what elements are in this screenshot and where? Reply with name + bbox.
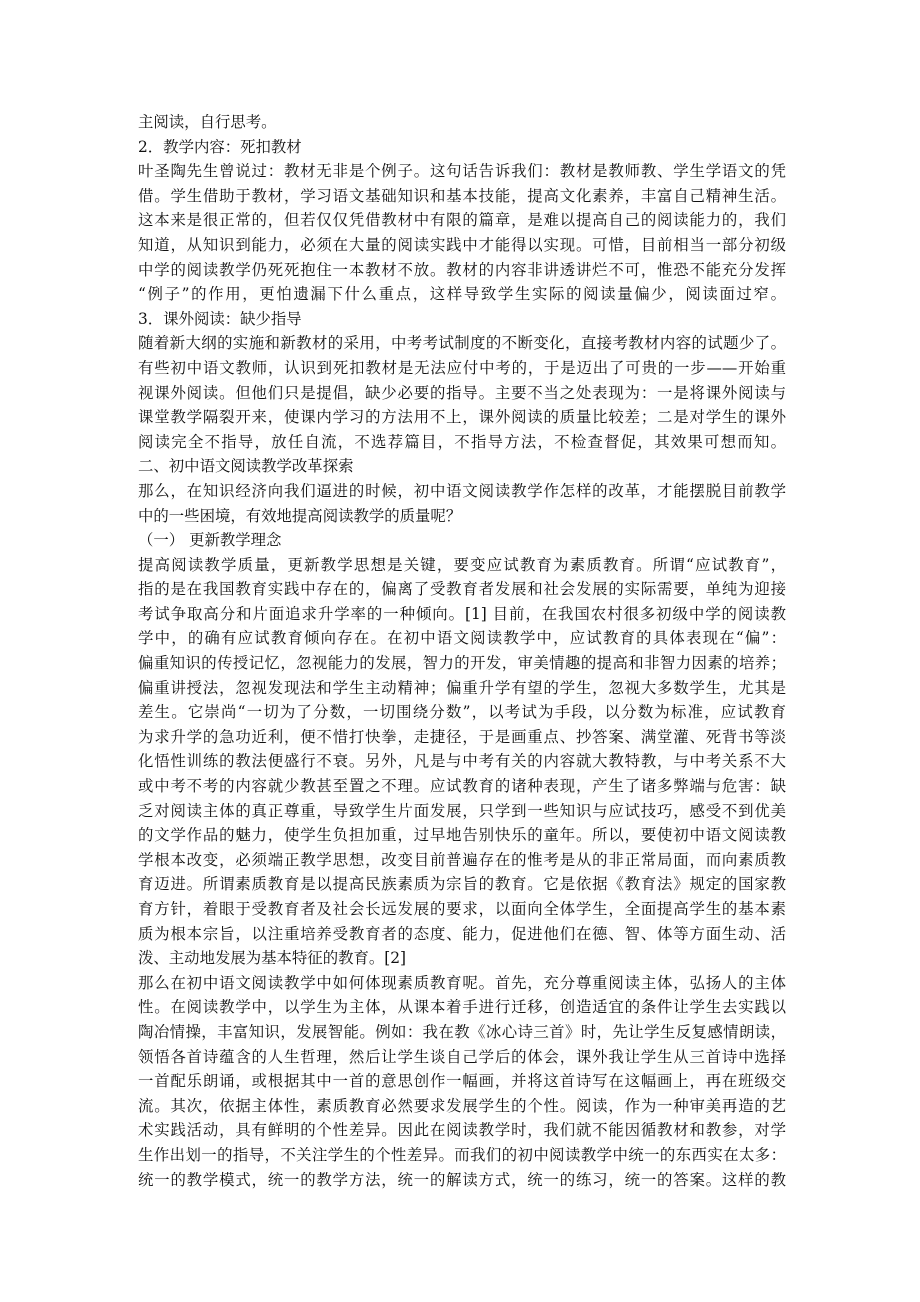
text-line: 差生。它崇尚“一切为了分数，一切围绕分数”，以考试为手段，以分数为标准，应试教育 [138, 703, 786, 722]
text-line: 泼、主动地发展为基本特征的教育。[2] [138, 949, 407, 968]
text-line: 叶圣陶先生曾说过：教材无非是个例子。这句话告诉我们：教材是教师教、学生学语文的凭 [138, 162, 786, 181]
text-line: 或中考不考的内容就少教甚至置之不理。应试教育的诸种表现，产生了诸多弊端与危害：缺 [138, 777, 786, 796]
text-line: 学中，的确有应试教育倾向存在。在初中语文阅读教学中，应试教育的具体表现在“偏”： [138, 629, 786, 648]
text-line: 生作出划一的指导，不关注学生的个性差异。而我们的初中阅读教学中统一的东西实在太多： [138, 1145, 786, 1164]
text-line: 随着新大纲的实施和新教材的采用，中考考试制度的不断变化，直接考教材内容的试题少了。 [138, 334, 786, 353]
text-line: 育方针，着眼于受教育者及社会长远发展的要求，以面向全体学生，全面提高学生的基本素 [138, 900, 786, 918]
text-line: 课堂教学隔裂开来，使课内学习的方法用不上，课外阅读的质量比较差；二是对学生的课外 [138, 408, 786, 427]
text-line: 质为根本宗旨，以注重培养受教育者的态度、能力，促进他们在德、智、体等方面生动、活 [138, 924, 786, 943]
text-line: “例子”的作用，更怕遗漏下什么重点，这样导致学生实际的阅读量偏少，阅读面过窄。 [138, 285, 786, 304]
text-line: 借。学生借助于教材，学习语文基础知识和基本技能，提高文化素养，丰富自己精神生活。 [138, 186, 786, 205]
text-line: 考试争取高分和片面追求升学率的一种倾向。[1] 目前，在我国农村很多初级中学的阅读教 [138, 604, 786, 623]
text-line: 中的一些困境，有效地提高阅读教学的质量呢？ [138, 506, 462, 525]
document-body [138, 110, 786, 1192]
text-line: 陶冶情操，丰富知识，发展智能。例如：我在教《冰心诗三首》时，先让学生反复感情朗读， [138, 1022, 786, 1041]
text-line: 术实践活动，具有鲜明的个性差异。因此在阅读教学时，我们就不能因循教材和教参，对学 [138, 1121, 786, 1140]
text-line: 一首配乐朗诵，或根据其中一首的意思创作一幅画，并将这首诗写在这幅画上，再在班级交 [138, 1072, 786, 1091]
text-line: 育迈进。所谓素质教育是以提高民族素质为宗旨的教育。它是依据《教育法》规定的国家教 [138, 875, 786, 894]
text-line: 化悟性训练的教法便盛行不衰。另外，凡是与中考有关的内容就大教特教，与中考关系不大 [138, 752, 786, 771]
text-line: 偏重知识的传授记忆，忽视能力的发展，智力的开发，审美情趣的提高和非智力因素的培养； [138, 654, 786, 673]
text-line: 有些初中语文教师，认识到死扣教材是无法应付中考的，于是迈出了可贵的一步——开始重 [138, 358, 786, 377]
text-line: 领悟各首诗蕴含的人生哲理，然后让学生谈自己学后的体会，课外我让学生从三首诗中选择 [138, 1047, 786, 1066]
text-line: 这本来是很正常的，但若仅仅凭借教材中有限的篇章，是难以提高自己的阅读能力的，我们 [138, 211, 786, 230]
text-line: 中学的阅读教学仍死死抱住一本教材不放。教材的内容非讲透讲烂不可，惟恐不能充分发挥 [138, 260, 786, 279]
text-line: 主阅读，自行思考。 [138, 113, 277, 131]
text-line: （一） 更新教学理念 [138, 531, 282, 550]
text-line: 阅读完全不指导，放任自流，不选荐篇目，不指导方法，不检查督促，其效果可想而知。 [138, 432, 786, 451]
text-line: 为求升学的急功近利，便不惜打快拳，走捷径，于是画重点、抄答案、满堂灌、死背书等淡 [138, 727, 786, 746]
text-line: 2．教学内容：死扣教材 [138, 137, 302, 156]
text-line: 乏对阅读主体的真正尊重，导致学生片面发展，只学到一些知识与应试技巧，感受不到优美 [138, 801, 786, 820]
text-line: 那么在初中语文阅读教学中如何体现素质教育呢。首先，充分尊重阅读主体，弘扬人的主体 [138, 973, 786, 992]
text-line: 流。其次，依据主体性，素质教育必然要求发展学生的个性。阅读，作为一种审美再造的艺 [138, 1096, 786, 1115]
text-line: 的文学作品的魅力，使学生负担加重，过早地告别快乐的童年。所以，要使初中语文阅读教 [138, 826, 786, 845]
text-line: 那么，在知识经济向我们逼进的时候，初中语文阅读教学作怎样的改革，才能摆脱目前教学 [138, 481, 786, 500]
text-line: 知道，从知识到能力，必须在大量的阅读实践中才能得以实现。可惜，目前相当一部分初级 [138, 235, 786, 254]
text-line: 统一的教学模式，统一的教学方法，统一的解读方式，统一的练习，统一的答案。这样的教 [138, 1170, 786, 1189]
text-line: 提高阅读教学质量，更新教学思想是关键，要变应试教育为素质教育。所谓“应试教育”， [138, 555, 786, 574]
text-line: 偏重讲授法，忽视发现法和学生主动精神；偏重升学有望的学生，忽视大多数学生，尤其是 [138, 678, 786, 697]
text-line: 性。在阅读教学中，以学生为主体，从课本着手进行迁移，创造适宜的条件让学生去实践以 [138, 998, 786, 1017]
text-line: 二、初中语文阅读教学改革探索 [138, 457, 354, 476]
text-line: 视课外阅读。但他们只是提倡，缺少必要的指导。主要不当之处表现为：一是将课外阅读与 [138, 383, 786, 402]
text-line: 学根本改变，必须端正教学思想，改变目前普遍存在的惟考是从的非正常局面，而向素质教 [138, 850, 786, 869]
text-line: 3．课外阅读：缺少指导 [138, 309, 302, 328]
text-line: 指的是在我国教育实践中存在的，偏离了受教育者发展和社会发展的实际需要，单纯为迎接 [138, 580, 786, 599]
